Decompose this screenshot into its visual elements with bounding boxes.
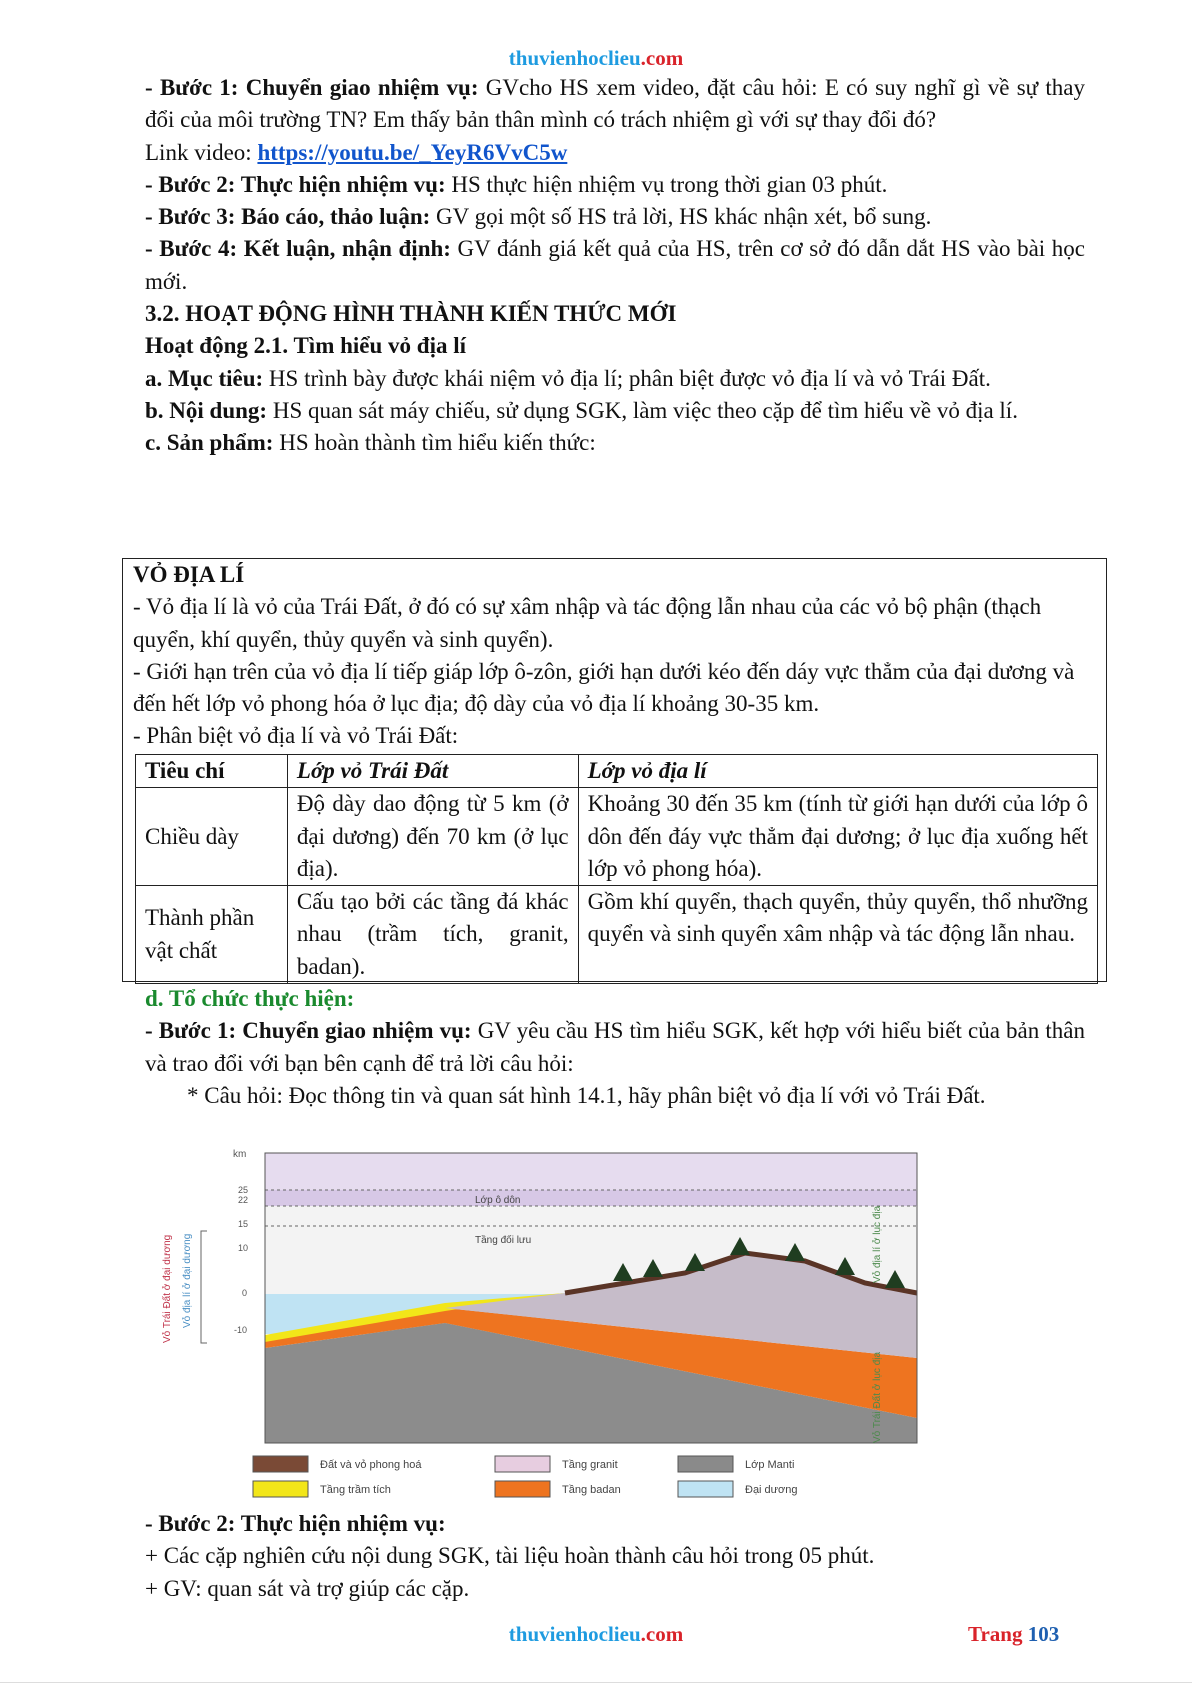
section-title-text: 3.2. HOẠT ĐỘNG HÌNH THÀNH KIẾN THỨC MỚI <box>145 301 677 327</box>
right-label-geo-land: Vỏ địa lí ở lục địa <box>872 1205 883 1283</box>
left-label-crust-ocean: Vỏ Trái Đất ở đại dương <box>162 1234 173 1343</box>
legend-label: Tầng granit <box>562 1459 618 1471</box>
video-link-paragraph <box>145 137 1085 169</box>
page-number-label: Trang <box>968 1622 1028 1646</box>
step3-label: - Bước 3: Báo cáo, thảo luận: <box>145 204 431 230</box>
legend-swatch <box>253 1456 308 1472</box>
objective-paragraph <box>145 363 1085 395</box>
axis-tick: 25 <box>238 1185 249 1195</box>
main-content <box>145 72 1085 460</box>
legend-label: Lớp Manti <box>745 1459 795 1471</box>
table-header-cell: Tiêu chí <box>136 755 288 788</box>
objective-text: HS trình bày được khái niệm vỏ địa lí; phân biệt được vỏ địa lí và vỏ Trái Đất. <box>263 365 991 391</box>
axis-tick: 10 <box>238 1243 249 1253</box>
step4-text: GV đánh giá kết quả của HS, trên cơ sở đó dẫn dắt HS vào bài học mới. <box>145 236 1086 294</box>
table-cell: Gồm khí quyển, thạch quyển, thủy quyển, thổ nhưỡng quyển và sinh quyển xâm nhập và tác động lẫn nhau. <box>578 886 1097 984</box>
box-title: VỎ ĐỊA LÍ <box>133 562 245 587</box>
header-brand <box>0 46 1192 71</box>
activity-title-text: Hoạt động 2.1. Tìm hiểu vỏ địa lí <box>145 333 467 359</box>
step2-line: + GV: quan sát và trợ giúp các cặp. <box>145 1575 470 1601</box>
step4-label: - Bước 4: Kết luận, nhận định: <box>145 236 451 262</box>
step1-paragraph <box>145 72 1085 137</box>
bottom-divider <box>0 1682 1192 1683</box>
product-text: HS hoàn thành tìm hiểu kiến thức: <box>273 430 596 456</box>
axis-unit: km <box>233 1149 247 1160</box>
table-cell: Cấu tạo bởi các tầng đá khác nhau (trầm tích, granit, badan). <box>287 886 578 984</box>
org-step1-label: - Bước 1: Chuyển giao nhiệm vụ: <box>145 1018 472 1044</box>
legend-label: Đại dương <box>745 1484 798 1496</box>
earth-layers-figure <box>145 1143 945 1508</box>
question-paragraph: * Câu hỏi: Đọc thông tin và quan sát hình 14.1, hãy phân biệt vỏ địa lí với vỏ Trái Đất. <box>187 1082 986 1108</box>
step4-paragraph <box>145 233 1085 298</box>
legend-swatch <box>678 1456 733 1472</box>
box-line-definition: - Vỏ địa lí là vỏ của Trái Đất, ở đó có sự xâm nhập và tác động lẫn nhau của các vỏ bộ phận (thạch quyển, khí quyển, thủy quyển và sinh quyển). <box>133 594 1042 652</box>
content-text: HS quan sát máy chiếu, sử dụng SGK, làm việc theo cặp để tìm hiểu về vỏ địa lí. <box>267 397 1018 423</box>
table-header-cell: Lớp vỏ địa lí <box>578 755 1097 788</box>
table-cell: Thành phần vật chất <box>136 886 288 984</box>
header-brand-name: thuvienhoclieu <box>508 46 641 70</box>
step1-text: GVcho HS xem video, đặt câu hỏi: E có suy nghĩ gì về sự thay đổi của môi trường TN? Em thấy bản thân mình có trách nhiệm gì với sự thay đổi đó? <box>145 75 1085 133</box>
step2-line: + Các cặp nghiên cứu nội dung SGK, tài liệu hoàn thành câu hỏi trong 05 phút. <box>145 1543 875 1569</box>
content-label: b. Nội dung: <box>145 397 268 423</box>
legend-swatch <box>253 1481 308 1497</box>
organization-title: d. Tổ chức thực hiện: <box>145 986 355 1011</box>
axis-tick: 22 <box>238 1195 249 1205</box>
video-link[interactable]: https://youtu.be/_YeyR6VvC5w <box>257 139 568 165</box>
step2-title <box>145 1508 1085 1540</box>
footer-brand-domain: .com <box>640 1622 684 1646</box>
header-brand-domain: .com <box>640 46 684 70</box>
step3-paragraph <box>145 201 1085 233</box>
knowledge-box <box>122 558 1107 982</box>
video-link-label: Link video: <box>145 139 258 165</box>
ozone-layer <box>265 1190 917 1206</box>
objective-label: a. Mục tiêu: <box>145 365 264 391</box>
table-row <box>136 886 1098 984</box>
content-paragraph <box>145 395 1085 427</box>
step2-section <box>145 1508 1085 1605</box>
footer-brand-name: thuvienhoclieu <box>508 1622 641 1646</box>
product-label: c. Sản phẩm: <box>145 430 274 456</box>
table-cell: Chiều dày <box>136 788 288 886</box>
step3-text: GV gọi một số HS trả lời, HS khác nhận xét, bổ sung. <box>430 204 932 230</box>
comparison-table <box>135 754 1098 984</box>
ozone-label: Lớp ô dôn <box>475 1195 521 1206</box>
page-number <box>968 1622 1059 1647</box>
box-line-limits: - Giới hạn trên của vỏ địa lí tiếp giáp lớp ô-zôn, giới hạn dưới kéo đến dáy vực thẳm của đại dương và đến hết lớp vỏ phong hóa ở lục địa; độ dày của vỏ địa lí khoảng 30-35 km. <box>133 658 1075 717</box>
organization-section <box>145 983 1085 1112</box>
troposphere-label: Tầng đối lưu <box>475 1235 532 1246</box>
step2-paragraph <box>145 169 1085 201</box>
box-line-compare: - Phân biệt vỏ địa lí và vỏ Trái Đất: <box>133 723 459 749</box>
axis-tick: -10 <box>234 1325 248 1335</box>
legend-swatch <box>678 1481 733 1497</box>
page-number-value: 103 <box>1027 1622 1060 1646</box>
section-title <box>145 298 1085 330</box>
step2-label: - Bước 2: Thực hiện nhiệm vụ: <box>145 171 446 197</box>
table-cell: Khoảng 30 đến 35 km (tính từ giới hạn dưới của lớp ô dôn đến đáy vực thẳm đại dương; ở lục địa xuống hết lớp vỏ phong hóa). <box>578 788 1097 886</box>
legend-label: Đất và vỏ phong hoá <box>320 1459 422 1471</box>
org-step1-paragraph <box>145 1015 1085 1080</box>
right-label-crust-land: Vỏ Trái Đất ở lục địa <box>872 1351 883 1443</box>
product-paragraph <box>145 427 1085 459</box>
step1-label: - Bước 1: Chuyển giao nhiệm vụ: <box>145 75 479 100</box>
legend-swatch <box>495 1456 550 1472</box>
org-step1-text: GV yêu cầu HS tìm hiểu SGK, kết hợp với hiểu biết của bản thân và trao đổi với bạn bên cạnh để trả lời câu hỏi: <box>145 1018 1085 1076</box>
legend-swatch <box>495 1481 550 1497</box>
legend-label: Tầng trầm tích <box>320 1484 391 1496</box>
axis-tick: 0 <box>242 1288 248 1298</box>
legend-label: Tầng badan <box>562 1484 621 1496</box>
table-header-row <box>136 755 1098 788</box>
left-label-geo-ocean: Vỏ địa lí ở đại dương <box>182 1233 193 1328</box>
step2-title-text: - Bước 2: Thực hiện nhiệm vụ: <box>145 1511 446 1536</box>
axis-tick: 15 <box>238 1219 249 1229</box>
step2-text: HS thực hiện nhiệm vụ trong thời gian 03 phút. <box>445 171 888 197</box>
table-header-cell: Lớp vỏ Trái Đất <box>287 755 578 788</box>
table-cell: Độ dày dao động từ 5 km (ở đại dương) đến 70 km (ở lục địa). <box>287 788 578 886</box>
table-row <box>136 788 1098 886</box>
activity-title <box>145 330 1085 362</box>
